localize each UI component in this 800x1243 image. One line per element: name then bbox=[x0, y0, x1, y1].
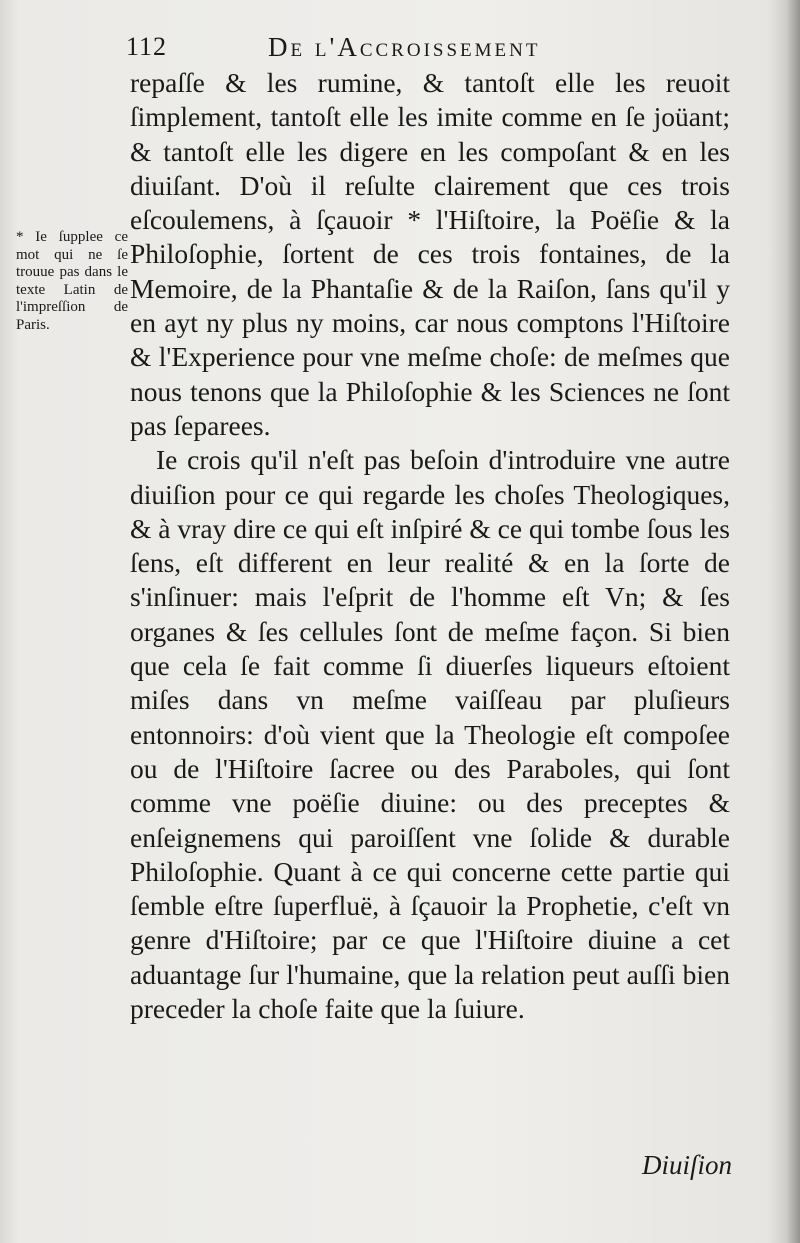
body-text bbox=[130, 66, 730, 1026]
catchword: Diuiſion bbox=[641, 1150, 732, 1180]
running-head: De l'Accroissement bbox=[268, 32, 541, 62]
paragraph-1: repaſſe & les rumine, & tantoſt elle les reuoit ſimplement, tantoſt elle les imite comme en ſe joüant; & tantoſt elle les digere en les compoſant & en les diuiſant. D'où il reſulte clairement que ces trois eſcoulemens, à ſçauoir * l'Hiſtoire, la Poëſie & la Philoſophie, ſortent de ces trois fontaines, de la Memoire, de la Phantaſie & de la Raiſon, ſans qu'il y en ayt ny plus ny moins, car nous comptons l'Hiſtoire & l'Experience pour vne meſme choſe: de meſmes que nous tenons que la Philoſophie & les Sciences ne ſont pas ſeparees. bbox=[130, 67, 730, 441]
spine-shadow bbox=[786, 0, 800, 1243]
margin-note: * Ie ſupplee ce mot qui ne ſe trouue pas dans le texte Latin de l'impreſſion de Paris. bbox=[16, 229, 128, 333]
paragraph-2: Ie crois qu'il n'eſt pas beſoin d'introduire vne autre diuiſion pour ce qui regarde les choſes Theologiques, & à vray dire ce qui eſt inſpiré & ce qui tombe ſous les ſens, eſt different en leur realité & en la ſorte de s'inſinuer: mais l'eſprit de l'homme eſt Vn; & ſes organes & ſes cellules ſont de meſme façon. Si bien que cela ſe fait comme ſi diuerſes liqueurs eſtoient miſes dans vn meſme vaiſſeau par pluſieurs entonnoirs: d'où vient que la Theologie eſt compoſee ou de l'Hiſtoire ſacree ou des Paraboles, qui ſont comme vne poëſie diuine: ou des preceptes & enſeignemens qui paroiſſent vne ſolide & durable Philoſophie. Quant à ce qui concerne cette partie qui ſemble eſtre ſuperfluë, à ſçauoir la Prophetie, c'eſt vn genre d'Hiſtoire; par ce que l'Hiſtoire diuine a cet aduantage ſur l'humaine, que la relation peut auſſi bien preceder la choſe faite que la ſuiure. bbox=[130, 444, 730, 1025]
page-number: 112 bbox=[126, 32, 168, 61]
